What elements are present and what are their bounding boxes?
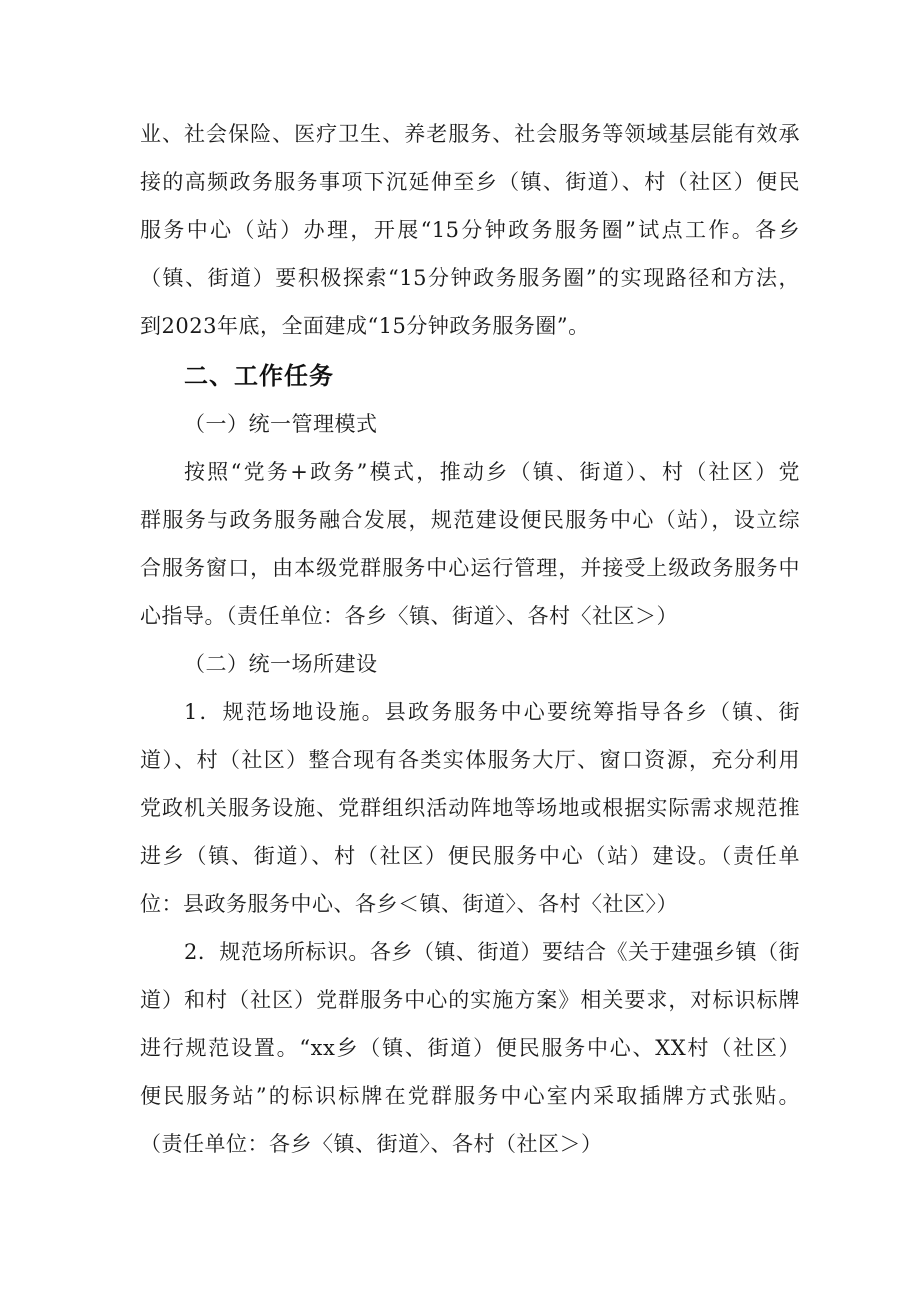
sub1-line-1: 按照“党务+政务”模式，推动乡（镇、街道）、村（社区）党: [184, 460, 800, 484]
sub1-line-2: 群服务与政务服务融合发展，规范建设便民服务中心（站），设立综: [140, 508, 800, 532]
item2-line-5: （责任单位：各乡〈镇、街道〉、各村（社区＞）: [140, 1132, 603, 1156]
sub1-line-4: 心指导。（责任单位：各乡〈镇、街道〉、各村〈社区＞）: [140, 604, 678, 628]
section-heading: 二、工作任务: [184, 362, 334, 390]
item1-line-4: 进乡（镇、街道）、村（社区）便民服务中心（站）建设。（责任单: [140, 844, 800, 868]
intro-line-1: 业、社会保险、医疗卫生、养老服务、社会服务等领域基层能有效承: [140, 122, 800, 146]
intro-line-5: 到2023年底，全面建成“15分钟政务服务圈”。: [140, 314, 590, 338]
subsection-1-title: （一）统一管理模式: [184, 412, 378, 436]
item1-line-3: 党政机关服务设施、党群组织活动阵地等场地或根据实际需求规范推: [140, 796, 800, 820]
intro-line-2: 接的高频政务服务事项下沉延伸至乡（镇、街道）、村（社区）便民: [140, 170, 800, 194]
item1-line-2: 道）、村（社区）整合现有各类实体服务大厅、窗口资源，充分利用: [140, 748, 800, 772]
item1-line-5: 位：县政务服务中心、各乡＜镇、街道〉、各村〈社区〉）: [140, 892, 678, 916]
subsection-2-title: （二）统一场所建设: [184, 652, 378, 676]
item2-line-3: 进行规范设置。“xx乡（镇、街道）便民服务中心、XX村（社区）: [140, 1036, 800, 1060]
item2-line-4: 便民服务站”的标识标牌在党群服务中心室内采取插牌方式张贴。: [140, 1084, 800, 1108]
item2-line-2: 道）和村（社区）党群服务中心的实施方案》相关要求，对标识标牌: [140, 988, 800, 1012]
intro-line-3: 服务中心（站）办理，开展“15分钟政务服务圈”试点工作。各乡: [140, 218, 800, 242]
intro-line-4: （镇、街道）要积极探索“15分钟政务服务圈”的实现路径和方法，: [140, 266, 800, 290]
sub1-line-3: 合服务窗口，由本级党群服务中心运行管理，并接受上级政务服务中: [140, 556, 800, 580]
item2-line-1: 2．规范场所标识。各乡（镇、街道）要结合《关于建强乡镇（街: [184, 940, 800, 964]
item1-line-1: 1．规范场地设施。县政务服务中心要统筹指导各乡（镇、街: [184, 700, 800, 724]
